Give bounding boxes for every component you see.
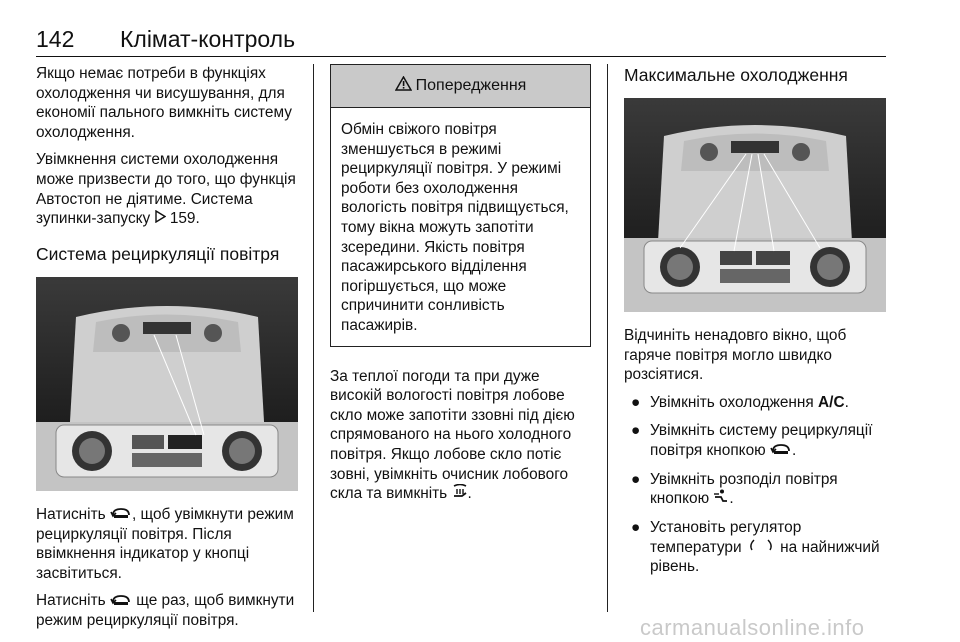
page-reference[interactable]: 159. [169,210,200,228]
paragraph [36,505,298,584]
section-heading: Система рециркуляції повітря [36,243,280,264]
paragraph: Якщо немає потреби в функціях охолодження чи висушування, для економії пального вимкніть систему охолодження. [36,65,292,141]
column-left [36,64,298,639]
warning-header [331,65,590,108]
list-item: ● Установіть регулятор температури на найнижчий рівень. [631,519,880,576]
air-distribution-icon [713,489,729,509]
list-item-text: на найнижчий рівень. [650,538,880,576]
column-divider [607,64,608,612]
list-item: ● Увімкніть систему рециркуляції повітря кнопкою . [631,422,873,459]
windscreen-airflow-icon [452,484,468,504]
running-title: Клімат-контроль [120,26,296,52]
warning-title: Попередження [415,77,527,95]
paragraph-text: , щоб увімкнути режим рециркуляції повітря. Після ввімкнення індикатор у кнопці засвітиться. [36,505,294,582]
section-heading: Максимальне охолодження [624,65,848,85]
recirculation-icon [110,592,132,612]
paragraph-text: Натисніть [36,592,106,610]
list-item: ● Увімкніть розподіл повітря кнопкою . [631,470,838,508]
recirculation-icon [770,441,792,461]
paragraph-text: Натисніть [36,505,106,523]
page-reference-icon [155,209,166,229]
list-item-text: Установіть регулятор температури [650,519,802,556]
warning-triangle-icon [395,76,412,97]
paragraph-text: Увімкнення системи охолодження може призвести до того, що функція Автостоп не діятиме. Система зупинки-запуску [36,151,296,228]
paragraph [36,150,298,229]
column-middle [330,64,592,512]
warning-text: Обмін свіжого повітря зменшується в режимі рециркуляції повітря. У режимі роботи без охолодження вологість повітря підвищується, тому вікна можуть запотіти зсередини. Якість повітря пасажирського відділення погіршується, що може спричинити сонливість пасажирів. [341,121,569,334]
list-item-text: Увімкніть охолодження [650,393,814,411]
instruction-list [624,393,886,577]
list-item-text: Увімкніть розподіл повітря кнопкою [650,470,838,508]
list-item-text: Увімкніть систему рециркуляції повітря кнопкою [650,422,873,459]
console-photo-recirculation [36,277,298,491]
page-header [36,28,886,57]
column-divider [313,64,314,612]
page-number: 142 [36,26,75,52]
paragraph: За теплої погоди та при дуже високій вологості повітря лобове скло може запотіти ззовні під дією спрямованого на нього холодного повітря. Якщо лобове скло потіє зовні, увімкніть очисник лобового скла та вимкніть . [330,367,575,503]
recirculation-icon [110,505,132,525]
ac-label: A/C [818,393,845,411]
warning-box [330,64,591,347]
column-right [624,64,886,586]
paragraph-text: За теплої погоди та при дуже високій вологості повітря лобове скло може запотіти ззовні під дією спрямованого на нього холодного повітря. Якщо лобове скло потіє зовні, увімкніть очисник лобового скла та вимкніть [330,367,575,503]
console-photo-max-cooling [624,98,886,312]
list-item: ● Увімкніть охолодження A/C. [631,393,849,411]
paragraph [36,591,298,630]
watermark: carmanualsonline.info [640,615,865,640]
paragraph-text: ще раз, щоб вимкнути режим рециркуляції повітря. [36,592,295,630]
paragraph: Відчиніть ненадовго вікно, щоб гаряче повітря могло швидко розсіятися. [624,327,847,384]
temperature-dial-icon [746,538,776,558]
